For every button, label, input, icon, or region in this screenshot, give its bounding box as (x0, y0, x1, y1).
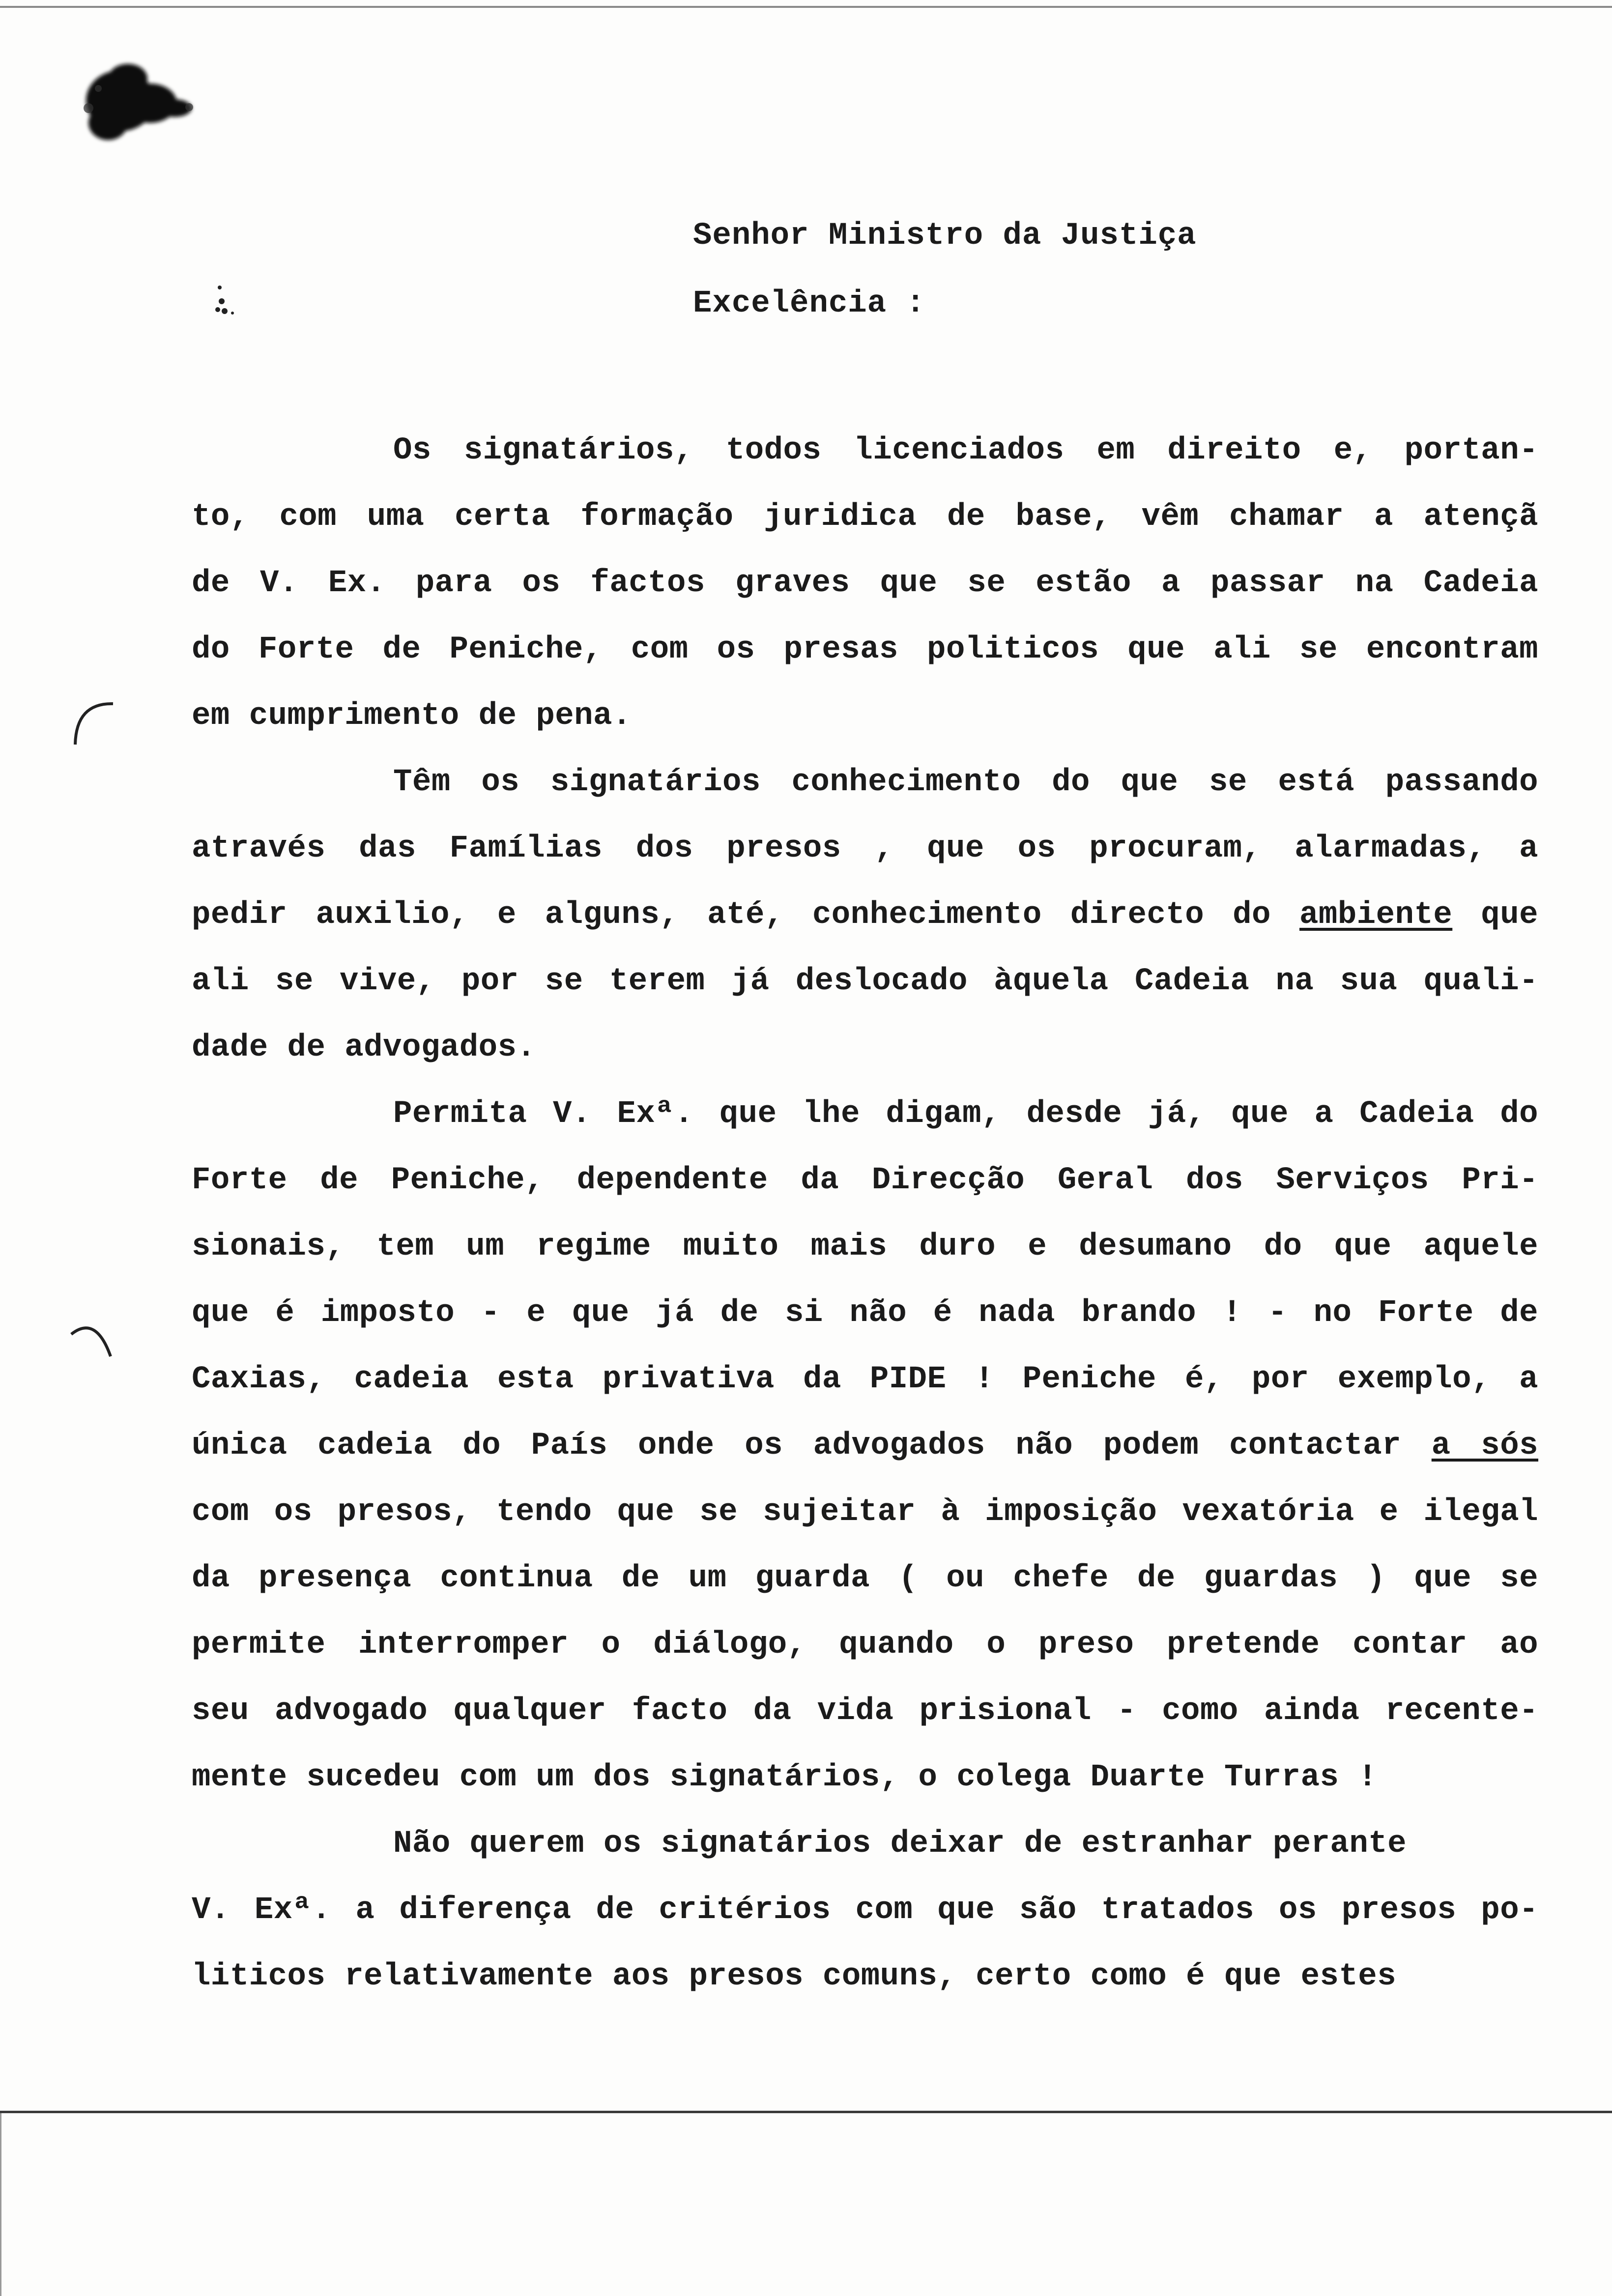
text-line: to, com uma certa formação juridica de base, vêm chamar a atençã (192, 499, 1538, 535)
text-line: mente sucedeu com um dos signatários, o colega Duarte Turras ! (192, 1760, 1378, 1795)
text-line: única cadeia do País onde os advogados não podem contactar a sós (192, 1428, 1539, 1464)
next-page-edge (0, 2113, 10, 2296)
text-line: Têm os signatários conhecimento do que se está passando (393, 765, 1538, 800)
text-line: pedir auxilio, e alguns, até, conhecimento directo do ambiente que (192, 897, 1539, 933)
text-line: de V. Ex. para os factos graves que se estão a passar na Cadeia (192, 566, 1538, 601)
text-line: através das Famílias dos presos , que os procuram, alarmadas, a (192, 831, 1538, 866)
text-line: Forte de Peniche, dependente da Direcção Geral dos Serviços Pri- (192, 1163, 1538, 1198)
text-line: Caxias, cadeia esta privativa da PIDE ! Peniche é, por exemplo, a (192, 1362, 1538, 1397)
margin-ink-dot (209, 283, 238, 322)
top-edge-rule (0, 6, 1612, 8)
margin-arc-mark (66, 698, 120, 752)
text-line: com os presos, tendo que se sujeitar à imposição vexatória e ilegal (192, 1494, 1538, 1530)
salutation-line: Excelência : (693, 286, 925, 321)
text-line: da presença continua de um guarda ( ou chefe de guardas ) que se (192, 1561, 1538, 1596)
ink-blot-mark (69, 49, 202, 152)
underlined-word: a sós (1431, 1428, 1539, 1464)
text-line: Os signatários, todos licenciados em direito e, portan- (393, 433, 1538, 468)
text-line: V. Exª. a diferença de critérios com que são tratados os presos po- (192, 1893, 1538, 1928)
text-line: seu advogado qualquer facto da vida prisional - como ainda recente- (192, 1693, 1538, 1729)
text-line: ali se vive, por se terem já deslocado àquela Cadeia na sua quali- (192, 964, 1538, 999)
text-line: do Forte de Peniche, com os presas politicos que ali se encontram (192, 632, 1538, 667)
text-line: que é imposto - e que já de si não é nada brando ! - no Forte de (192, 1295, 1538, 1331)
letter-body (192, 418, 1538, 2010)
margin-arc-mark (66, 1317, 120, 1361)
page-bottom-edge-rule (0, 2111, 1612, 2113)
text-line: dade de advogados. (192, 1030, 536, 1065)
text-line: Permita V. Exª. que lhe digam, desde já, que a Cadeia do (393, 1096, 1538, 1132)
text-line: sionais, tem um regime muito mais duro e desumano do que aquele (192, 1229, 1538, 1264)
addressee-line: Senhor Ministro da Justiça (693, 218, 1197, 254)
text-line: permite interromper o diálogo, quando o preso pretende contar ao (192, 1627, 1538, 1663)
text-line: liticos relativamente aos presos comuns, certo como é que estes (192, 1959, 1397, 1994)
text-line: Não querem os signatários deixar de estranhar perante (393, 1826, 1407, 1862)
text-line: em cumprimento de pena. (192, 698, 632, 734)
underlined-word: ambiente (1299, 897, 1453, 933)
